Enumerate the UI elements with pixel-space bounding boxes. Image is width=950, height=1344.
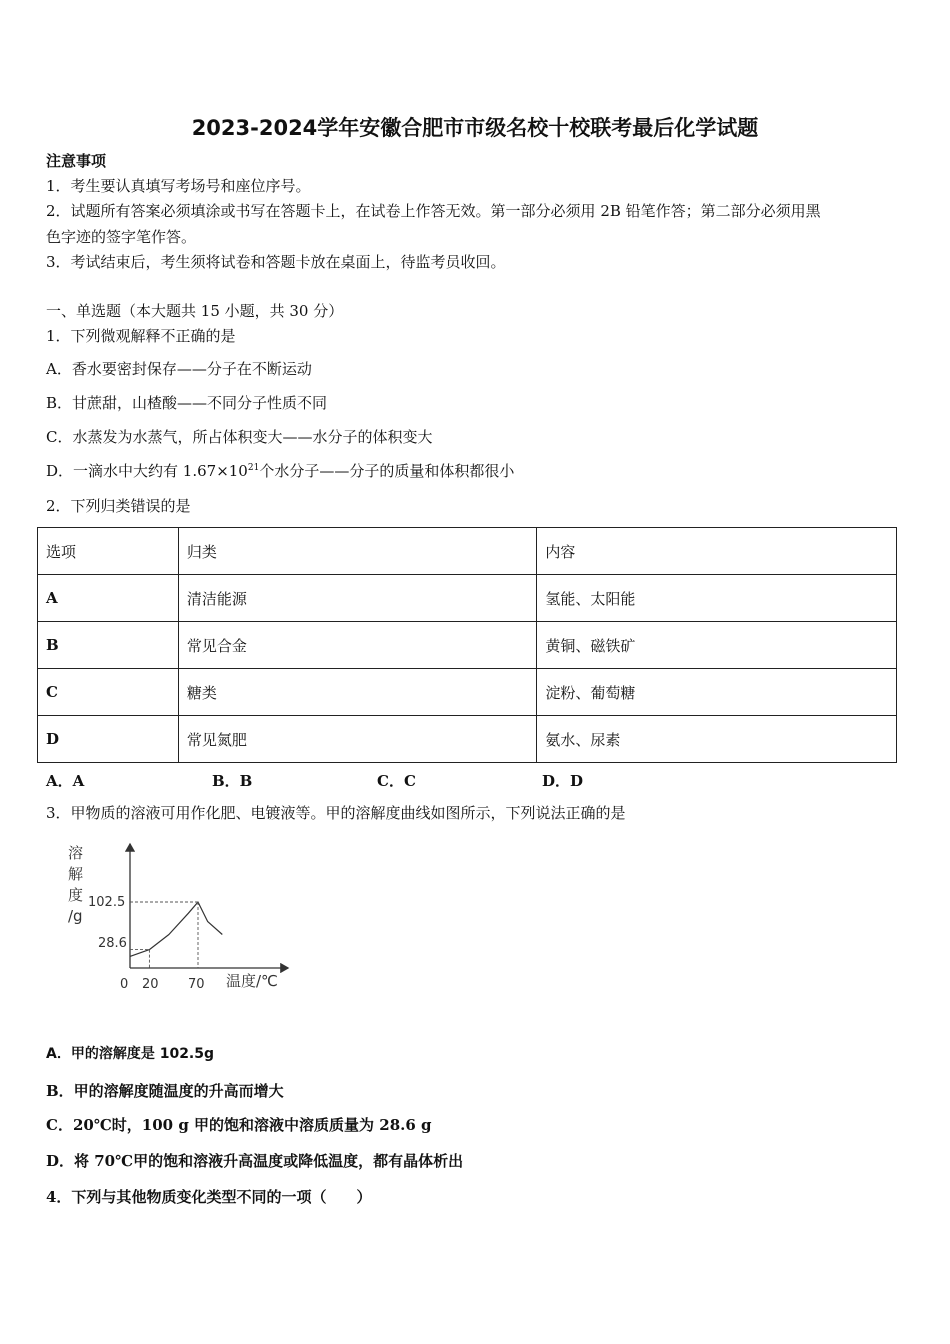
question-3-option-c: C．20℃时，100 g 甲的饱和溶液中溶质质量为 28.6 g bbox=[46, 1116, 432, 1134]
table-cell: 黄铜、磁铁矿 bbox=[537, 622, 897, 669]
question-4-stem: 4．下列与其他物质变化类型不同的一项（ ） bbox=[46, 1188, 372, 1206]
y-tick-label: 28.6 bbox=[98, 936, 127, 951]
table-cell: 清洁能源 bbox=[178, 575, 537, 622]
table-header-cell: 归类 bbox=[178, 528, 537, 575]
y-axis-label-char: 解 bbox=[68, 865, 84, 883]
question-2-option-c: C．C bbox=[377, 772, 416, 790]
table-cell: B bbox=[38, 622, 179, 669]
table-row bbox=[38, 622, 897, 669]
table-cell: 氢能、太阳能 bbox=[537, 575, 897, 622]
table-cell: 常见氮肥 bbox=[178, 716, 537, 763]
table-row bbox=[38, 575, 897, 622]
exam-title: 2023-2024学年安徽合肥市市级名校十校联考最后化学试题 bbox=[191, 116, 759, 140]
question-3-option-b: B．甲的溶解度随温度的升高而增大 bbox=[46, 1082, 284, 1100]
y-tick-label: 102.5 bbox=[88, 895, 126, 910]
question-2-option-a: A．A bbox=[46, 772, 85, 790]
question-2-stem: 2．下列归类错误的是 bbox=[46, 497, 191, 515]
table-cell: 氨水、尿素 bbox=[537, 716, 897, 763]
x-tick-label: 0 bbox=[120, 977, 129, 992]
table-cell: 糖类 bbox=[178, 669, 537, 716]
option-d-text: D．一滴水中大约有 1.67×10 bbox=[46, 462, 248, 480]
question-1-option-b: B．甘蔗甜，山楂酸——不同分子性质不同 bbox=[46, 394, 328, 412]
notice-item: 色字迹的签字笔作答。 bbox=[46, 228, 197, 246]
y-axis-label-char: /g bbox=[68, 907, 83, 925]
notice-item: 1．考生要认真填写考场号和座位序号。 bbox=[46, 177, 311, 195]
table-cell: 淀粉、葡萄糖 bbox=[537, 669, 897, 716]
classification-table bbox=[37, 527, 897, 763]
table-cell: A bbox=[38, 575, 179, 622]
table-cell: C bbox=[38, 669, 179, 716]
x-tick-label: 70 bbox=[188, 977, 205, 992]
chart-marks bbox=[130, 902, 222, 968]
table-header-row bbox=[38, 528, 897, 575]
solubility-curve bbox=[130, 902, 222, 956]
table-header-cell: 内容 bbox=[537, 528, 897, 575]
table-row bbox=[38, 716, 897, 763]
table-cell: 常见合金 bbox=[178, 622, 537, 669]
section-heading: 一、单选题（本大题共 15 小题，共 30 分） bbox=[46, 302, 344, 320]
exponent: 21 bbox=[247, 463, 260, 473]
y-axis-label-char: 溶 bbox=[68, 844, 84, 862]
question-2-option-b: B．B bbox=[212, 772, 253, 790]
solubility-chart bbox=[62, 838, 302, 998]
question-1-option-d bbox=[46, 461, 514, 481]
x-tick-label: 20 bbox=[142, 977, 159, 992]
question-3-stem: 3．甲物质的溶液可用作化肥、电镀液等。甲的溶解度曲线如图所示，下列说法正确的是 bbox=[46, 804, 626, 822]
question-1-option-a: A．香水要密封保存——分子在不断运动 bbox=[46, 360, 312, 378]
x-axis-label: 温度/℃ bbox=[226, 972, 278, 990]
notice-heading: 注意事项 bbox=[46, 152, 107, 170]
table-row bbox=[38, 669, 897, 716]
table-header-cell: 选项 bbox=[38, 528, 179, 575]
question-3-option-d: D．将 70℃甲的饱和溶液升高温度或降低温度，都有晶体析出 bbox=[46, 1152, 464, 1170]
question-2-option-d: D．D bbox=[542, 772, 584, 790]
question-3-option-a: A．甲的溶解度是 102.5g bbox=[46, 1046, 215, 1062]
question-1-option-c: C．水蒸发为水蒸气，所占体积变大——水分子的体积变大 bbox=[46, 428, 433, 446]
table-cell: D bbox=[38, 716, 179, 763]
notice-item: 3．考试结束后，考生须将试卷和答题卡放在桌面上，待监考员收回。 bbox=[46, 253, 506, 271]
notice-item: 2．试题所有答案必须填涂或书写在答题卡上，在试卷上作答无效。第一部分必须用 2B 铅笔作答；第二部分必须用黑 bbox=[46, 202, 821, 220]
y-axis-label-char: 度 bbox=[68, 886, 84, 904]
option-d-text-rest: 个水分子——分子的质量和体积都很小 bbox=[259, 462, 515, 480]
question-1-stem: 1．下列微观解释不正确的是 bbox=[46, 327, 236, 345]
